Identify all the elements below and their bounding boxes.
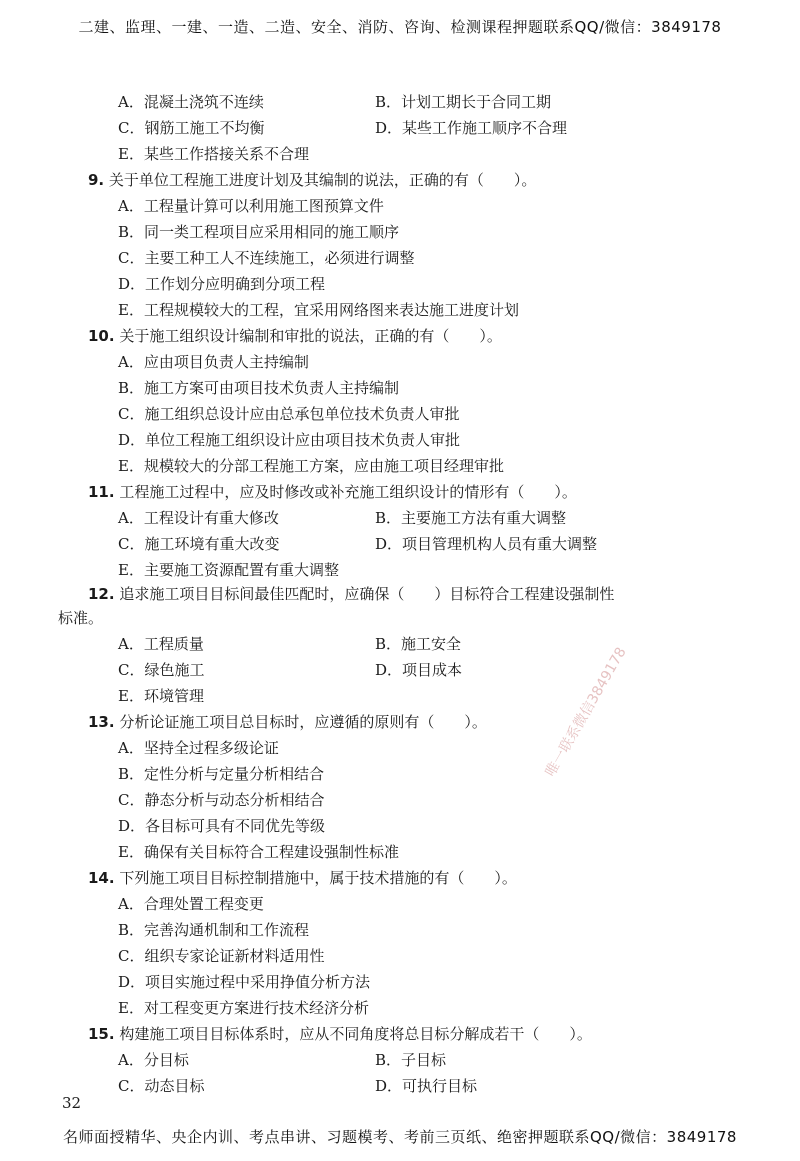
question-9-stem — [88, 170, 536, 190]
q11-option-d: D．项目管理机构人员有重大调整 — [375, 535, 598, 553]
q15-option-d: D．可执行目标 — [375, 1077, 478, 1095]
q15-option-a: A．分目标 — [118, 1051, 189, 1069]
question-number: 9. — [88, 171, 105, 189]
question-text: 追求施工项目目标间最佳匹配时，应确保（ ）目标符合工程建设强制性 — [119, 585, 615, 603]
q9-option-e: E．工程规模较大的工程，宜采用网络图来表达施工进度计划 — [118, 301, 519, 319]
q14-option-b: B．完善沟通机制和工作流程 — [118, 921, 310, 939]
question-10-stem — [88, 326, 502, 346]
q8-option-a: A．混凝土浇筑不连续 — [118, 93, 264, 111]
q13-option-c: C．静态分析与动态分析相结合 — [118, 791, 325, 809]
q11-option-c: C．施工环境有重大改变 — [118, 535, 280, 553]
question-text: 分析论证施工项目总目标时，应遵循的原则有（ ）。 — [119, 713, 487, 731]
q13-option-e: E．确保有关目标符合工程建设强制性标准 — [118, 843, 399, 861]
q9-option-c: C．主要工种工人不连续施工，必须进行调整 — [118, 249, 415, 267]
question-12-stem — [88, 584, 614, 604]
question-number: 12. — [88, 585, 115, 603]
question-text: 关于单位工程施工进度计划及其编制的说法，正确的有（ ）。 — [108, 171, 537, 189]
q14-option-d: D．项目实施过程中采用挣值分析方法 — [118, 973, 371, 991]
question-14-stem — [88, 868, 517, 888]
q10-option-b: B．施工方案可由项目技术负责人主持编制 — [118, 379, 400, 397]
q13-option-d: D．各目标可具有不同优先等级 — [118, 817, 326, 835]
q14-option-c: C．组织专家论证新材料适用性 — [118, 947, 325, 965]
question-15-stem — [88, 1024, 592, 1044]
q8-option-d: D．某些工作施工顺序不合理 — [375, 119, 568, 137]
question-number: 14. — [88, 869, 115, 887]
q8-option-b: B．计划工期长于合同工期 — [375, 93, 552, 111]
q12-option-d: D．项目成本 — [375, 661, 463, 679]
q14-option-a: A．合理处置工程变更 — [118, 895, 264, 913]
watermark: 唯一联系微信3849178 — [542, 644, 630, 780]
q11-option-a: A．工程设计有重大修改 — [118, 509, 279, 527]
q15-option-c: C．动态目标 — [118, 1077, 205, 1095]
question-12-stem-cont: 标准。 — [58, 609, 104, 627]
q12-option-a: A．工程质量 — [118, 635, 204, 653]
q12-option-e: E．环境管理 — [118, 687, 204, 705]
q10-option-d: D．单位工程施工组织设计应由项目技术负责人审批 — [118, 431, 461, 449]
q10-option-c: C．施工组织总设计应由总承包单位技术负责人审批 — [118, 405, 460, 423]
question-number: 11. — [88, 483, 115, 501]
header-banner: 二建、监理、一建、一造、二造、安全、消防、咨询、检测课程押题联系QQ/微信：3849178 — [78, 18, 722, 36]
q10-option-e: E．规模较大的分部工程施工方案，应由施工项目经理审批 — [118, 457, 504, 475]
q9-option-a: A．工程量计算可以利用施工图预算文件 — [118, 197, 384, 215]
q12-option-b: B．施工安全 — [375, 635, 462, 653]
q8-option-e: E．某些工作搭接关系不合理 — [118, 145, 309, 163]
question-number: 10. — [88, 327, 115, 345]
page-number: 32 — [62, 1094, 82, 1112]
q13-option-a: A．坚持全过程多级论证 — [118, 739, 279, 757]
question-text: 构建施工项目目标体系时，应从不同角度将总目标分解成若干（ ）。 — [119, 1025, 592, 1043]
q15-option-b: B．子目标 — [375, 1051, 447, 1069]
question-text: 关于施工组织设计编制和审批的说法，正确的有（ ）。 — [119, 327, 502, 345]
question-text: 工程施工过程中，应及时修改或补充施工组织设计的情形有（ ）。 — [119, 483, 577, 501]
question-number: 13. — [88, 713, 115, 731]
question-number: 15. — [88, 1025, 115, 1043]
q9-option-d: D．工作划分应明确到分项工程 — [118, 275, 326, 293]
q8-option-c: C．钢筋工施工不均衡 — [118, 119, 265, 137]
q13-option-b: B．定性分析与定量分析相结合 — [118, 765, 325, 783]
q12-option-c: C．绿色施工 — [118, 661, 205, 679]
q11-option-b: B．主要施工方法有重大调整 — [375, 509, 567, 527]
footer-banner: 名师面授精华、央企内训、考点串讲、习题模考、考前三页纸、绝密押题联系QQ/微信：3849178 — [63, 1128, 737, 1146]
q10-option-a: A．应由项目负责人主持编制 — [118, 353, 309, 371]
question-13-stem — [88, 712, 487, 732]
question-text: 下列施工项目目标控制措施中，属于技术措施的有（ ）。 — [119, 869, 517, 887]
q9-option-b: B．同一类工程项目应采用相同的施工顺序 — [118, 223, 400, 241]
q14-option-e: E．对工程变更方案进行技术经济分析 — [118, 999, 369, 1017]
q11-option-e: E．主要施工资源配置有重大调整 — [118, 561, 339, 579]
question-11-stem — [88, 482, 577, 502]
